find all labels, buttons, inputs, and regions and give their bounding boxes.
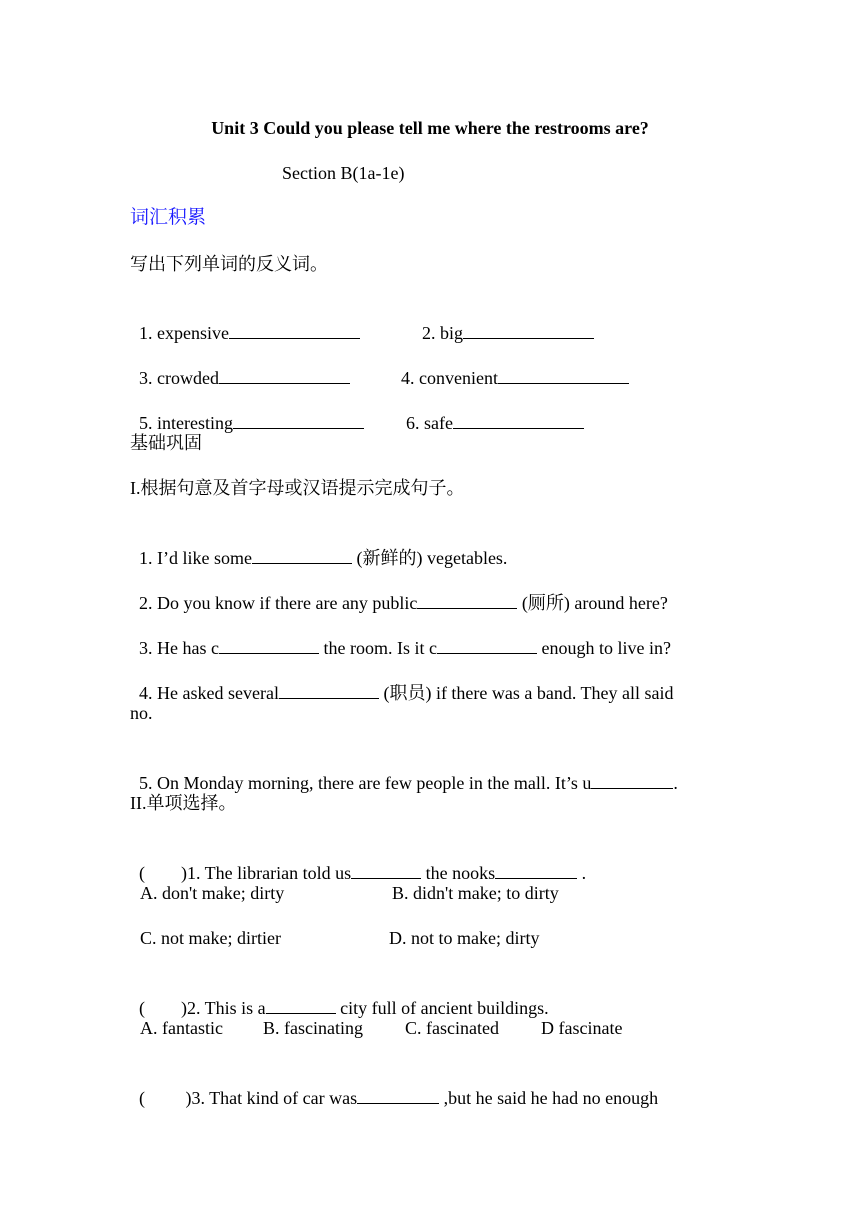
part1-question-4: 4. He asked several (职员) if there was a band. They all said xyxy=(130,656,674,705)
part2-heading: II.单项选择。 xyxy=(130,793,237,813)
answer-blank[interactable] xyxy=(252,545,352,564)
option-d[interactable]: D fascinate xyxy=(541,1018,623,1038)
vocab-row-1 xyxy=(130,296,360,345)
part2-question-1: ( )1. The librarian told us the nooks . xyxy=(130,836,586,885)
section-subtitle: Section B(1a-1e) xyxy=(282,163,405,183)
vocab-item: 1. expensive xyxy=(139,323,229,343)
vocab-item: 3. crowded xyxy=(139,368,219,388)
answer-blank[interactable] xyxy=(591,770,673,789)
vocab-row-1b xyxy=(413,296,594,345)
vocab-row-3 xyxy=(130,386,364,435)
answer-blank[interactable] xyxy=(463,320,594,339)
vocab-item: 5. interesting xyxy=(139,413,233,433)
basic-heading: 基础巩固 xyxy=(130,433,202,453)
option-b[interactable]: B. didn't make; to dirty xyxy=(392,883,559,903)
option-d[interactable]: D. not to make; dirty xyxy=(389,928,540,948)
page-title: Unit 3 Could you please tell me where the restrooms are? xyxy=(211,118,649,138)
option-c[interactable]: C. fascinated xyxy=(405,1018,499,1038)
answer-blank[interactable] xyxy=(219,365,350,384)
option-c[interactable]: C. not make; dirtier xyxy=(140,928,281,948)
vocab-instruction: 写出下列单词的反义词。 xyxy=(130,254,328,274)
vocab-item: 6. safe xyxy=(406,413,453,433)
answer-blank[interactable] xyxy=(279,680,379,699)
part1-question-4-cont: no. xyxy=(130,703,153,723)
answer-blank[interactable] xyxy=(233,410,364,429)
option-a[interactable]: A. fantastic xyxy=(140,1018,223,1038)
vocab-row-2 xyxy=(130,341,350,390)
option-a[interactable]: A. don't make; dirty xyxy=(140,883,285,903)
answer-blank[interactable] xyxy=(357,1085,439,1104)
vocab-heading: 词汇积累 xyxy=(130,207,207,228)
part1-question-3: 3. He has c the room. Is it c enough to live in? xyxy=(130,611,671,660)
answer-blank[interactable] xyxy=(266,995,336,1014)
option-b[interactable]: B. fascinating xyxy=(263,1018,363,1038)
part1-question-2: 2. Do you know if there are any public (厕所) around here? xyxy=(130,566,668,615)
part1-question-1: 1. I’d like some (新鲜的) vegetables. xyxy=(130,521,507,570)
answer-blank[interactable] xyxy=(229,320,360,339)
answer-blank[interactable] xyxy=(417,590,517,609)
vocab-item: 2. big xyxy=(422,323,464,343)
answer-blank[interactable] xyxy=(351,860,421,879)
vocab-row-3b xyxy=(397,386,584,435)
answer-blank[interactable] xyxy=(437,635,537,654)
vocab-item: 4. convenient xyxy=(401,368,498,388)
part2-question-2: ( )2. This is a city full of ancient buildings. xyxy=(130,971,549,1020)
answer-blank[interactable] xyxy=(498,365,629,384)
answer-blank[interactable] xyxy=(219,635,319,654)
part2-question-3: ( )3. That kind of car was ,but he said he had no enough xyxy=(130,1061,658,1110)
answer-blank[interactable] xyxy=(495,860,577,879)
answer-blank[interactable] xyxy=(453,410,584,429)
part1-question-5: 5. On Monday morning, there are few people in the mall. It’s u . xyxy=(130,746,678,795)
part1-heading: I.根据句意及首字母或汉语提示完成句子。 xyxy=(130,478,465,498)
vocab-row-2b xyxy=(392,341,629,390)
